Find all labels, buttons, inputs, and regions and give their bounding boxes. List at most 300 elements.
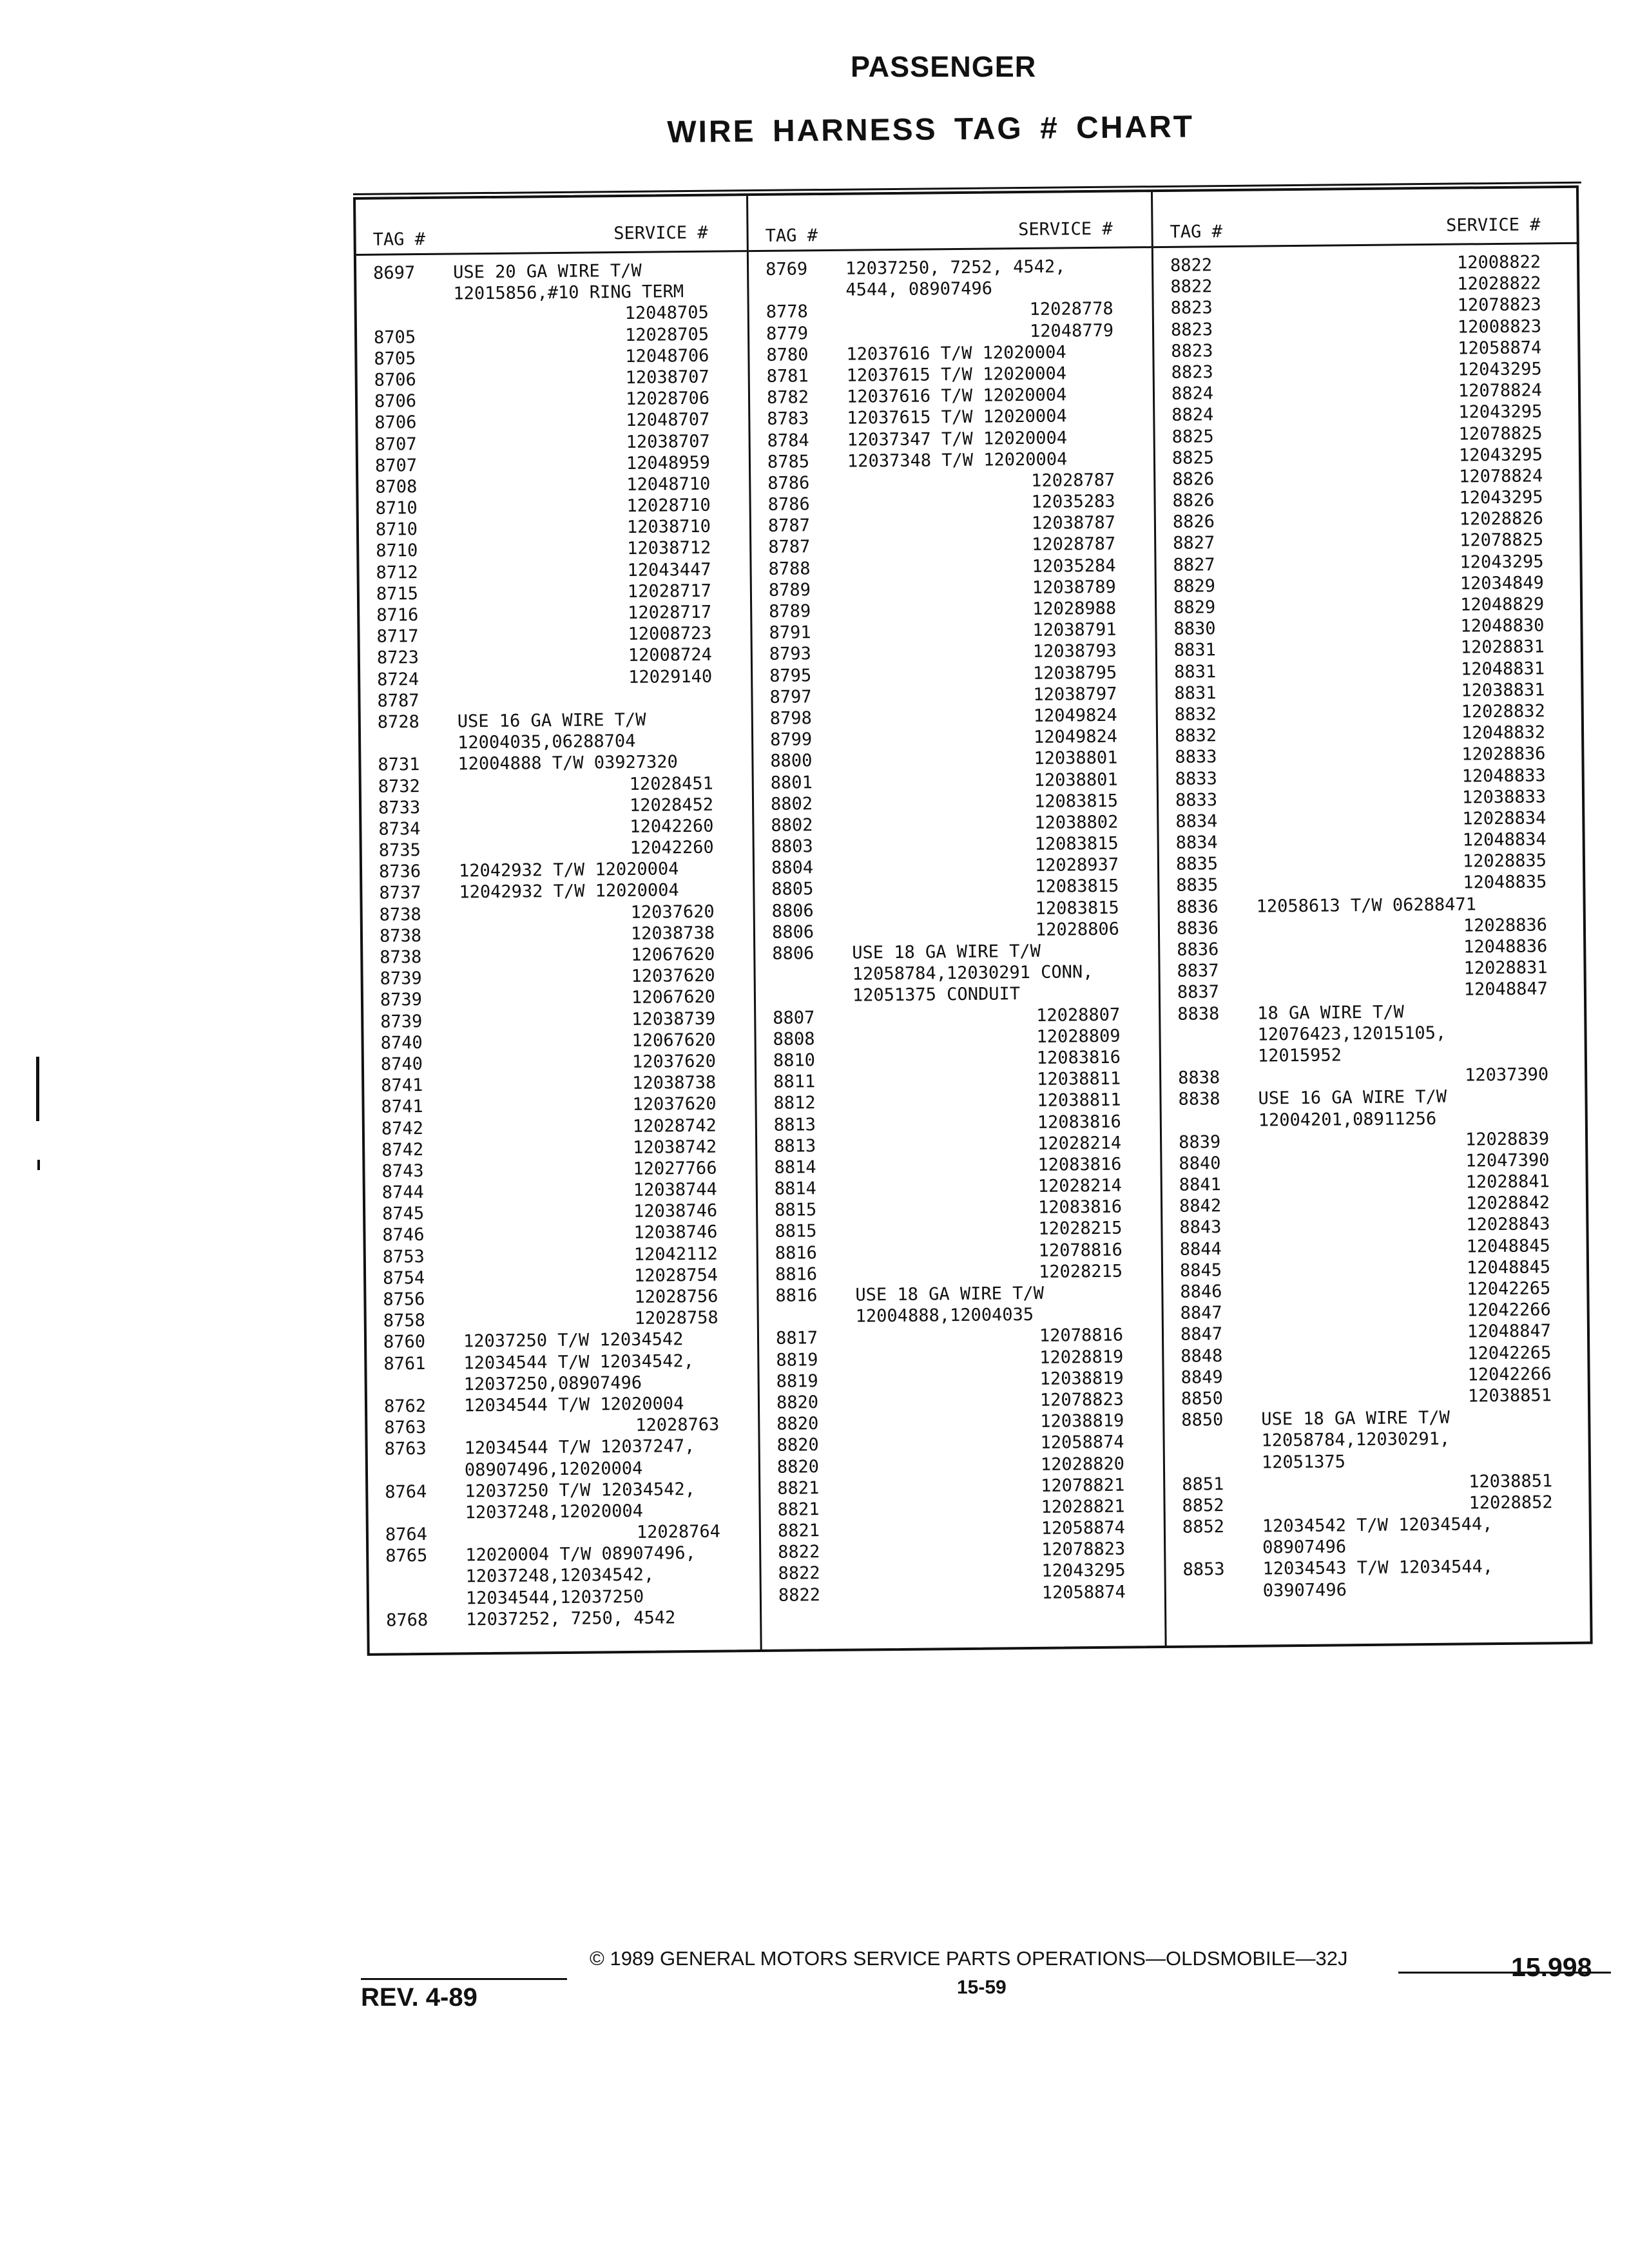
service-number: 12043295 <box>1458 359 1542 380</box>
tag-number: 8705 <box>374 348 416 369</box>
column-rows <box>356 259 760 1631</box>
service-number: 12083815 <box>1035 876 1119 898</box>
tag-number: 8822 <box>1170 255 1213 276</box>
service-number: 12028839 <box>1465 1128 1550 1150</box>
service-number: 12048707 <box>626 410 710 431</box>
service-number: 12042266 <box>1467 1363 1552 1385</box>
tag-number: 8763 <box>384 1439 427 1459</box>
tag-number: 8820 <box>776 1392 819 1413</box>
service-number: 12048845 <box>1466 1257 1551 1278</box>
service-number: 12042265 <box>1467 1278 1551 1300</box>
service-note-continued: 12015952 <box>1257 1045 1342 1066</box>
service-number: 12028842 <box>1465 1193 1550 1214</box>
tag-number: 8800 <box>770 751 813 772</box>
service-note: 12042932 T/W 12020004 <box>458 859 679 881</box>
tag-number: 8838 <box>1178 1068 1220 1088</box>
tag-number: 8814 <box>774 1157 816 1178</box>
service-note-continued: 12004201,08911256 <box>1258 1108 1437 1131</box>
service-number: 12028831 <box>1460 637 1545 658</box>
service-number: 12028778 <box>1029 299 1113 320</box>
service-header: SERVICE # <box>613 222 708 244</box>
service-note-continued: 12058784,12030291, <box>1261 1429 1451 1451</box>
tag-number: 8764 <box>385 1481 427 1503</box>
tag-number: 8827 <box>1173 533 1215 554</box>
tag-number: 8739 <box>380 990 423 1011</box>
service-number: 12038746 <box>633 1200 718 1222</box>
service-number: 12038851 <box>1467 1385 1552 1407</box>
tag-number: 8839 <box>1178 1131 1221 1153</box>
tag-number: 8803 <box>771 836 813 857</box>
service-note: USE 16 GA WIRE T/W <box>457 709 646 732</box>
service-number: 12008723 <box>628 623 712 645</box>
tag-number: 8732 <box>378 776 420 797</box>
tag-number: 8736 <box>378 861 421 882</box>
tag-number: 8817 <box>775 1328 818 1349</box>
tag-number: 8705 <box>373 327 416 348</box>
service-number: 12028710 <box>626 495 711 517</box>
chart-title: WIRE HARNESS TAG # CHART <box>667 110 1195 149</box>
tag-number: 8820 <box>776 1456 820 1477</box>
tag-number: 8843 <box>1179 1217 1222 1238</box>
service-number: 12083816 <box>1037 1196 1123 1218</box>
service-note: 12037616 T/W 12020004 <box>846 342 1066 365</box>
tag-number: 8756 <box>383 1289 425 1310</box>
tag-number: 8806 <box>771 922 815 943</box>
tag-number: 8822 <box>778 1584 821 1606</box>
tag-header: TAG # <box>1170 222 1223 242</box>
tag-number: 8808 <box>773 1028 815 1050</box>
service-number: 12038797 <box>1033 684 1117 705</box>
tag-number: 8740 <box>380 1053 423 1075</box>
tag-number: 8753 <box>382 1246 425 1267</box>
tag-number: 8821 <box>777 1499 820 1520</box>
service-number: 12028819 <box>1039 1347 1124 1368</box>
tag-header: TAG # <box>765 226 818 246</box>
service-number: 12038795 <box>1032 662 1117 684</box>
service-number: 12028742 <box>632 1115 717 1137</box>
table-column-2 <box>746 192 1165 1649</box>
service-number: 12048833 <box>1461 765 1546 787</box>
service-note-continued: 4544, 08907496 <box>845 278 993 300</box>
tag-number: 8710 <box>375 498 418 519</box>
service-number: 12083816 <box>1037 1154 1122 1175</box>
service-note: 12020004 T/W 08907496, <box>465 1543 697 1566</box>
service-number: 12038742 <box>632 1137 717 1158</box>
service-note-continued: 03907496 <box>1262 1579 1347 1601</box>
tag-number: 8822 <box>778 1563 820 1584</box>
service-number: 12038738 <box>630 923 715 944</box>
service-number: 12048829 <box>1460 594 1545 615</box>
tag-number: 8710 <box>376 541 418 562</box>
service-number: 12048845 <box>1466 1235 1550 1257</box>
tag-number: 8706 <box>374 412 417 434</box>
tag-number: 8810 <box>773 1050 816 1071</box>
tag-number: 8847 <box>1180 1303 1222 1323</box>
tag-number: 8849 <box>1181 1367 1223 1388</box>
tag-number: 8826 <box>1172 490 1215 511</box>
service-note-continued: 12051375 CONDUIT <box>852 984 1021 1006</box>
tag-number: 8782 <box>766 387 809 408</box>
service-note: 12037250 T/W 12034542, <box>465 1479 696 1502</box>
service-number: 12028705 <box>624 324 709 345</box>
tag-number: 8738 <box>379 925 422 947</box>
service-number: 12038802 <box>1034 812 1119 833</box>
tag-number: 8831 <box>1174 682 1217 704</box>
service-note-continued: 12051375 <box>1261 1451 1346 1473</box>
footer-rule-left <box>361 1978 567 1980</box>
service-number: 12028756 <box>634 1286 718 1307</box>
tag-number: 8842 <box>1179 1196 1222 1217</box>
service-number: 12043447 <box>627 559 711 581</box>
tag-number: 8740 <box>380 1032 423 1053</box>
tag-number: 8813 <box>773 1114 816 1135</box>
tag-number: 8708 <box>375 476 418 497</box>
service-note-continued: 08907496 <box>1262 1537 1347 1558</box>
service-number: 12038801 <box>1034 747 1118 769</box>
tag-number: 8738 <box>380 947 422 968</box>
tag-number: 8846 <box>1180 1282 1222 1302</box>
tag-number: 8820 <box>776 1414 819 1434</box>
service-number: 12078824 <box>1459 466 1543 487</box>
tag-number: 8783 <box>767 408 809 430</box>
service-number: 12028758 <box>634 1307 718 1329</box>
service-number: 12042260 <box>630 837 714 858</box>
page-number: 15.998 <box>1511 1952 1592 1982</box>
revision-label: REV. 4-89 <box>361 1983 477 2012</box>
tag-number: 8825 <box>1171 447 1215 468</box>
service-note: 12037615 T/W 12020004 <box>847 406 1067 428</box>
tag-number: 8707 <box>374 434 417 455</box>
tag-number: 8785 <box>767 451 810 472</box>
service-number: 12048847 <box>1467 1321 1552 1342</box>
tag-number: 8710 <box>375 519 418 540</box>
column-header <box>1153 188 1579 248</box>
tag-number: 8822 <box>778 1542 820 1563</box>
tag-number: 8836 <box>1177 939 1219 960</box>
tag-number: 8853 <box>1182 1559 1225 1581</box>
service-number: 12048706 <box>625 345 709 367</box>
service-number: 12038833 <box>1461 786 1547 808</box>
tag-number: 8723 <box>376 648 419 669</box>
tag-number: 8851 <box>1182 1474 1224 1495</box>
tag-number: 8763 <box>384 1418 427 1438</box>
service-number: 12038793 <box>1032 641 1117 662</box>
service-number: 12034849 <box>1460 573 1544 594</box>
service-number: 12038851 <box>1469 1470 1553 1492</box>
tag-number: 8848 <box>1181 1345 1223 1367</box>
service-number: 12038707 <box>625 367 709 388</box>
service-note-continued: 12076423,12015105, <box>1257 1023 1447 1045</box>
tag-number: 8745 <box>382 1204 425 1224</box>
service-number: 12028826 <box>1459 508 1544 530</box>
tag-number: 8845 <box>1179 1260 1222 1281</box>
service-number: 12028821 <box>1041 1496 1125 1517</box>
page-title: PASSENGER <box>851 50 1037 83</box>
service-number: 12028937 <box>1034 854 1119 876</box>
tag-number: 8754 <box>382 1267 425 1289</box>
service-note: 12037250 T/W 12034542 <box>463 1329 684 1352</box>
service-number: 12042266 <box>1467 1300 1551 1321</box>
tag-number: 8758 <box>383 1311 425 1331</box>
service-note: 12037616 T/W 12020004 <box>846 385 1067 407</box>
service-number: 12027766 <box>633 1158 717 1179</box>
column-rows <box>1153 251 1592 1602</box>
service-number: 12058874 <box>1040 1432 1124 1454</box>
service-note: 12037348 T/W 12020004 <box>847 449 1068 472</box>
service-number: 12048830 <box>1460 615 1545 637</box>
service-number: 12038811 <box>1037 1090 1121 1111</box>
tag-number: 8781 <box>766 366 809 387</box>
service-note: 12037615 T/W 12020004 <box>846 363 1067 386</box>
tag-number: 8738 <box>379 904 421 925</box>
tag-number: 8735 <box>378 840 421 861</box>
tag-number: 8787 <box>768 537 811 558</box>
tag-number: 8833 <box>1175 747 1217 768</box>
service-number: 12035284 <box>1032 555 1116 577</box>
tag-number: 8741 <box>381 1097 423 1117</box>
tag-number: 8724 <box>377 669 419 690</box>
service-number: 12038746 <box>633 1222 718 1244</box>
service-number: 12048959 <box>626 452 711 474</box>
tag-number: 8833 <box>1175 789 1218 811</box>
service-number: 12035283 <box>1031 491 1115 512</box>
service-number: 12028835 <box>1462 850 1547 872</box>
tag-number: 8840 <box>1179 1153 1221 1174</box>
tag-number: 8737 <box>379 883 421 904</box>
service-number: 12078825 <box>1460 530 1544 551</box>
tag-number: 8823 <box>1170 319 1213 340</box>
tag-number: 8831 <box>1173 640 1216 661</box>
margin-mark-small <box>37 1160 40 1170</box>
service-number: 12028809 <box>1036 1026 1121 1047</box>
tag-number: 8836 <box>1176 918 1219 939</box>
service-number: 12028764 <box>636 1521 721 1542</box>
tag-number: 8762 <box>383 1396 427 1417</box>
tag-number: 8779 <box>766 323 809 344</box>
tag-number: 8821 <box>777 1477 820 1499</box>
service-header: SERVICE # <box>1018 218 1113 240</box>
service-note: 12037347 T/W 12020004 <box>847 427 1068 450</box>
service-note-continued: 12037248,12034542, <box>465 1565 655 1587</box>
service-number: 12083815 <box>1035 898 1119 919</box>
tag-number: 8742 <box>381 1118 424 1139</box>
service-number: 12028822 <box>1457 273 1541 294</box>
service-number: 12037620 <box>631 1051 717 1072</box>
service-number: 12038787 <box>1031 512 1116 534</box>
service-number: 12028215 <box>1038 1218 1123 1240</box>
tag-number: 8832 <box>1174 726 1217 746</box>
tag-number: 8836 <box>1176 896 1219 918</box>
service-number: 12008724 <box>628 645 712 666</box>
tag-number: 8769 <box>765 259 808 280</box>
service-number: 12038819 <box>1040 1410 1124 1432</box>
service-number: 12008823 <box>1457 316 1542 338</box>
service-number: 12028451 <box>629 773 713 794</box>
service-number: 12038739 <box>631 1008 716 1030</box>
tag-number: 8815 <box>774 1200 817 1221</box>
service-note: 12058613 T/W 06288471 <box>1256 894 1477 917</box>
tag-number: 8780 <box>766 344 809 365</box>
service-number: 12043295 <box>1041 1561 1126 1582</box>
tag-number: 8712 <box>376 562 418 583</box>
tag-number: 8765 <box>385 1546 428 1566</box>
service-number: 12028754 <box>633 1265 718 1286</box>
tag-number: 8826 <box>1172 469 1215 490</box>
service-number: 12028988 <box>1032 598 1117 619</box>
service-number: 12043295 <box>1458 444 1543 466</box>
tag-number: 8844 <box>1179 1238 1222 1260</box>
service-note: 12037250, 7252, 4542, <box>845 256 1066 279</box>
column-header <box>356 196 747 256</box>
service-number: 12028831 <box>1463 957 1548 979</box>
table-row <box>1166 1577 1592 1602</box>
service-note-continued: 12034544,12037250 <box>465 1586 644 1609</box>
service-note: USE 20 GA WIRE T/W <box>452 260 642 283</box>
service-note: USE 16 GA WIRE T/W <box>1258 1087 1447 1109</box>
tag-number: 8734 <box>378 818 421 840</box>
tag-number: 8832 <box>1174 704 1217 725</box>
service-note: USE 18 GA WIRE T/W <box>855 1283 1045 1305</box>
tag-number: 8717 <box>376 626 419 647</box>
tag-number: 8827 <box>1173 554 1215 575</box>
service-number: 12028717 <box>628 602 712 623</box>
service-number: 12048831 <box>1460 658 1545 680</box>
service-number: 12078823 <box>1039 1389 1124 1410</box>
tag-number: 8841 <box>1179 1175 1221 1195</box>
service-number: 12038791 <box>1032 619 1117 641</box>
tag-number: 8778 <box>766 302 808 323</box>
service-note: USE 18 GA WIRE T/W <box>1261 1407 1451 1430</box>
tag-number: 8852 <box>1182 1517 1225 1537</box>
tag-number: 8829 <box>1173 575 1216 597</box>
tag-number: 8707 <box>374 455 418 476</box>
service-note: 12034542 T/W 12034544, <box>1262 1514 1493 1537</box>
service-number: 12028214 <box>1037 1175 1122 1196</box>
tag-chart-table <box>353 186 1593 1656</box>
service-number: 12083815 <box>1034 833 1119 854</box>
copyright-line: © 1989 GENERAL MOTORS SERVICE PARTS OPERATIONS—OLDSMOBILE—32J <box>590 1947 1348 1970</box>
tag-number: 8744 <box>381 1182 425 1203</box>
service-number: 12049824 <box>1033 705 1117 726</box>
tag-header: TAG # <box>372 229 426 250</box>
tag-number: 8823 <box>1170 298 1213 319</box>
service-number: 12042265 <box>1467 1342 1552 1364</box>
tag-number: 8829 <box>1173 597 1216 618</box>
service-number: 12028706 <box>625 388 710 410</box>
tag-number: 8822 <box>1170 276 1213 298</box>
tag-number: 8706 <box>374 370 416 390</box>
service-number: 12078824 <box>1458 380 1543 401</box>
tag-number: 8831 <box>1173 661 1217 682</box>
tag-number: 8805 <box>771 879 814 900</box>
service-note: 12034543 T/W 12034544, <box>1262 1557 1494 1579</box>
service-number: 12028806 <box>1035 919 1120 940</box>
tag-number: 8837 <box>1177 961 1219 981</box>
tag-number: 8731 <box>378 754 420 775</box>
service-note-continued: 12058784,12030291 CONN, <box>852 962 1094 985</box>
service-number: 12047390 <box>1465 1150 1550 1171</box>
tag-number: 8830 <box>1173 619 1216 639</box>
tag-number: 8802 <box>770 793 813 814</box>
service-number: 12078825 <box>1458 423 1543 445</box>
tag-number: 8793 <box>769 644 812 665</box>
service-number: 12028763 <box>635 1414 720 1436</box>
service-number: 12038707 <box>626 431 710 452</box>
service-note-continued: 08907496,12020004 <box>464 1458 643 1480</box>
service-number: 12038744 <box>633 1179 717 1200</box>
tag-number: 8787 <box>377 690 419 711</box>
service-number: 12058874 <box>1458 338 1542 359</box>
service-number: 12078821 <box>1041 1475 1125 1496</box>
service-number: 12008822 <box>1456 252 1541 273</box>
service-number: 12028852 <box>1469 1492 1553 1514</box>
service-number: 12043295 <box>1458 401 1543 423</box>
service-number: 12049824 <box>1033 726 1118 748</box>
tag-number: 8825 <box>1171 426 1214 447</box>
service-number: 12028843 <box>1466 1214 1550 1235</box>
tag-number: 8813 <box>774 1135 816 1157</box>
service-note: 12034544 T/W 12020004 <box>463 1394 684 1416</box>
service-number: 12067620 <box>631 1030 716 1051</box>
tag-number: 8760 <box>383 1332 426 1353</box>
service-number: 12038738 <box>632 1072 717 1094</box>
service-number: 12067620 <box>631 987 716 1008</box>
tag-number: 8850 <box>1181 1389 1224 1409</box>
service-number: 12048710 <box>626 474 711 495</box>
service-number: 12037620 <box>630 901 715 923</box>
tag-number: 8739 <box>380 968 422 989</box>
service-number: 12037620 <box>632 1093 717 1115</box>
service-number: 12028836 <box>1461 744 1546 765</box>
service-number: 12083816 <box>1036 1047 1121 1068</box>
tag-number: 8806 <box>771 900 814 921</box>
service-note-continued: 12015856,#10 RING TERM <box>453 282 684 304</box>
tag-number: 8802 <box>771 815 813 836</box>
tag-number: 8811 <box>773 1072 816 1092</box>
tag-number: 8795 <box>769 665 812 686</box>
tag-number: 8824 <box>1171 405 1214 426</box>
tag-number: 8799 <box>769 729 813 750</box>
service-note-continued: 12037248,12020004 <box>465 1501 644 1523</box>
service-number: 12028214 <box>1037 1133 1122 1154</box>
service-number: 12083816 <box>1037 1111 1121 1133</box>
tag-number: 8816 <box>775 1242 817 1264</box>
service-note-continued: 12004888,12004035 <box>855 1305 1034 1327</box>
table-column-3 <box>1151 188 1593 1646</box>
column-rows <box>749 255 1164 1606</box>
tag-number: 8826 <box>1172 512 1215 533</box>
tag-number: 8798 <box>769 708 812 729</box>
tag-number: 8801 <box>770 772 813 793</box>
service-note: 12042932 T/W 12020004 <box>459 880 679 903</box>
service-number: 12048847 <box>1463 979 1548 1000</box>
tag-number: 8791 <box>769 622 811 644</box>
tag-number: 8819 <box>776 1349 818 1370</box>
service-note: USE 18 GA WIRE T/W <box>852 941 1041 963</box>
tag-number: 8814 <box>774 1178 816 1199</box>
tag-number: 8837 <box>1177 982 1220 1003</box>
tag-number: 8833 <box>1175 768 1217 789</box>
tag-number: 8834 <box>1175 811 1218 832</box>
tag-number: 8716 <box>376 605 419 626</box>
tag-number: 8764 <box>385 1524 428 1545</box>
tag-number: 8789 <box>768 580 811 601</box>
tag-number: 8835 <box>1176 875 1219 896</box>
tag-number: 8847 <box>1180 1324 1223 1345</box>
tag-number: 8784 <box>767 430 809 451</box>
service-number: 12028452 <box>629 794 714 816</box>
service-note: 12004888 T/W 03927320 <box>458 752 678 774</box>
